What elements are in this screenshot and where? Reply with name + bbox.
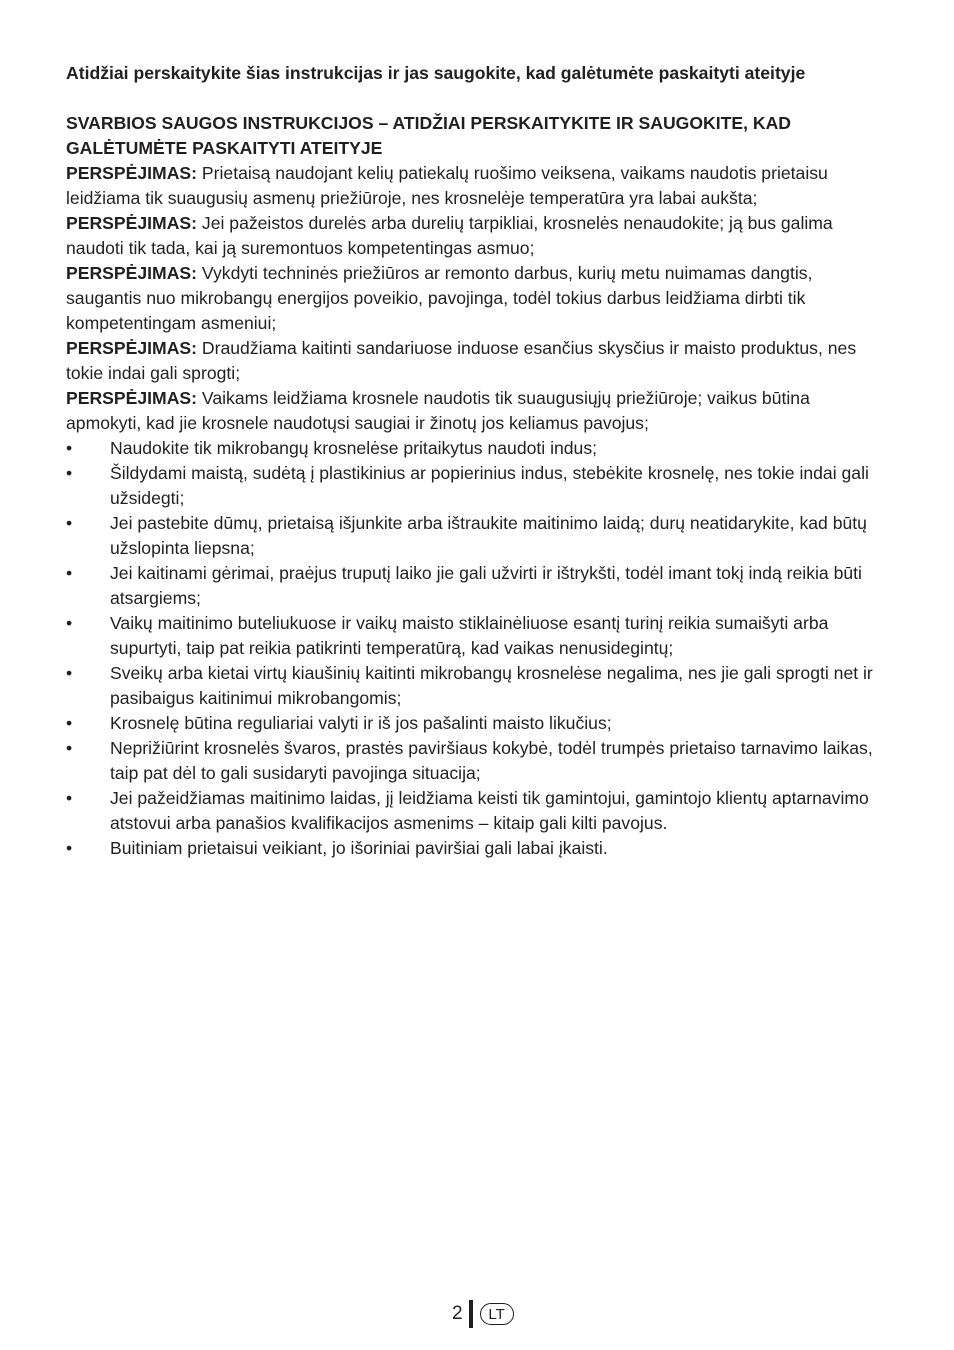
list-item bbox=[66, 511, 886, 561]
list-item-text: Jei pažeidžiamas maitinimo laidas, jį leidžiama keisti tik gamintojui, gamintojo klientų aptarnavimo atstovui arba panašios kvalifikacijos asmenims – kitaip gali kilti pavojus. bbox=[110, 788, 869, 833]
list-item-text: Buitiniam prietaisui veikiant, jo išoriniai paviršiai gali labai įkaisti. bbox=[110, 838, 608, 858]
warning-paragraph bbox=[66, 336, 886, 386]
warning-text: Vaikams leidžiama krosnele naudotis tik suaugusiųjų priežiūroje; vaikus būtina apmokyti, kad jie krosnele naudotųsi saugiai ir žinotų jos keliamus pavojus; bbox=[66, 388, 810, 433]
warning-label: PERSPĖJIMAS: bbox=[66, 338, 198, 358]
bullet-icon: • bbox=[66, 563, 73, 583]
warning-text: Vykdyti techninės priežiūros ar remonto darbus, kurių metu nuimamas dangtis, saugantis nuo mikrobangų energijos poveikio, pavojinga, todėl tokius darbus leidžiama dirbti tik kompetentingam asmeniui; bbox=[66, 263, 813, 333]
list-item-text: Jei kaitinami gėrimai, praėjus truputį laiko jie gali užvirti ir ištrykšti, todėl imant tokį indą reikia būti atsargiems; bbox=[110, 563, 862, 608]
list-item bbox=[66, 461, 886, 511]
list-item-text: Krosnelę būtina reguliariai valyti ir iš jos pašalinti maisto likučius; bbox=[110, 713, 612, 733]
language-badge: LT bbox=[480, 1303, 514, 1325]
bullet-icon: • bbox=[66, 463, 73, 483]
bullet-icon: • bbox=[66, 438, 73, 458]
list-item-text: Jei pastebite dūmų, prietaisą išjunkite arba ištraukite maitinimo laidą; durų neatidarykite, kad būtų užslopinta liepsna; bbox=[110, 513, 867, 558]
warning-text: Jei pažeistos durelės arba durelių tarpikliai, krosnelės nenaudokite; ją bus galima naudoti tik tada, kai ją suremontuos kompetentingas asmuo; bbox=[66, 213, 833, 258]
list-item bbox=[66, 611, 886, 661]
list-item bbox=[66, 836, 886, 861]
list-item bbox=[66, 561, 886, 611]
bullet-icon: • bbox=[66, 513, 73, 533]
document-page bbox=[66, 61, 886, 861]
bullet-icon: • bbox=[66, 613, 73, 633]
warning-paragraph bbox=[66, 386, 886, 436]
warning-label: PERSPĖJIMAS: bbox=[66, 263, 198, 283]
bullet-icon: • bbox=[66, 788, 73, 808]
safety-bullet-list bbox=[66, 436, 886, 861]
list-item-text: Šildydami maistą, sudėtą į plastikinius ar popierinius indus, stebėkite krosnelę, nes tokie indai gali užsidegti; bbox=[110, 463, 869, 508]
list-item bbox=[66, 661, 886, 711]
warning-paragraph bbox=[66, 161, 886, 211]
list-item-text: Vaikų maitinimo buteliukuose ir vaikų maisto stiklainėliuose esantį turinį reikia sumaišyti arba supurtyti, taip pat reikia patikrinti temperatūrą, kad vaikas nenusidegintų; bbox=[110, 613, 829, 658]
warning-label: PERSPĖJIMAS: bbox=[66, 213, 198, 233]
bullet-icon: • bbox=[66, 838, 73, 858]
warnings-block bbox=[66, 161, 886, 436]
page-footer bbox=[452, 1301, 514, 1327]
list-item bbox=[66, 786, 886, 836]
intro-heading: Atidžiai perskaitykite šias instrukcijas ir jas saugokite, kad galėtumėte paskaityti ateityje bbox=[66, 63, 806, 83]
warning-text: Prietaisą naudojant kelių patiekalų ruošimo veiksena, vaikams naudotis prietaisu leidžiama tik suaugusių asmenų priežiūroje, nes krosnelėje temperatūra yra labai aukšta; bbox=[66, 163, 828, 208]
warning-label: PERSPĖJIMAS: bbox=[66, 388, 198, 408]
list-item bbox=[66, 711, 886, 736]
warning-paragraph bbox=[66, 261, 886, 336]
list-item-text: Neprižiūrint krosnelės švaros, prastės paviršiaus kokybė, todėl trumpės prietaiso tarnavimo laikas, taip pat dėl to gali susidaryti pavojinga situacija; bbox=[110, 738, 873, 783]
warning-text: Draudžiama kaitinti sandariuose induose esančius skysčius ir maisto produktus, nes tokie indai gali sprogti; bbox=[66, 338, 857, 383]
bullet-icon: • bbox=[66, 663, 73, 683]
list-item-text: Sveikų arba kietai virtų kiaušinių kaitinti mikrobangų krosnelėse negalima, nes jie gali sprogti net ir pasibaigus kaitinimui mikrobangomis; bbox=[110, 663, 873, 708]
bullet-icon: • bbox=[66, 738, 73, 758]
warning-paragraph bbox=[66, 211, 886, 261]
warning-label: PERSPĖJIMAS: bbox=[66, 163, 198, 183]
page-number: 2 bbox=[452, 1303, 463, 1324]
bullet-icon: • bbox=[66, 713, 73, 733]
list-item bbox=[66, 736, 886, 786]
safety-heading: SVARBIOS SAUGOS INSTRUKCIJOS – ATIDŽIAI PERSKAITYKITE IR SAUGOKITE, KAD GALĖTUMĖTE PASKAITYTI ATEITYJE bbox=[66, 113, 791, 158]
footer-divider bbox=[469, 1300, 473, 1328]
list-item-text: Naudokite tik mikrobangų krosnelėse pritaikytus naudoti indus; bbox=[110, 438, 598, 458]
list-item bbox=[66, 436, 886, 461]
